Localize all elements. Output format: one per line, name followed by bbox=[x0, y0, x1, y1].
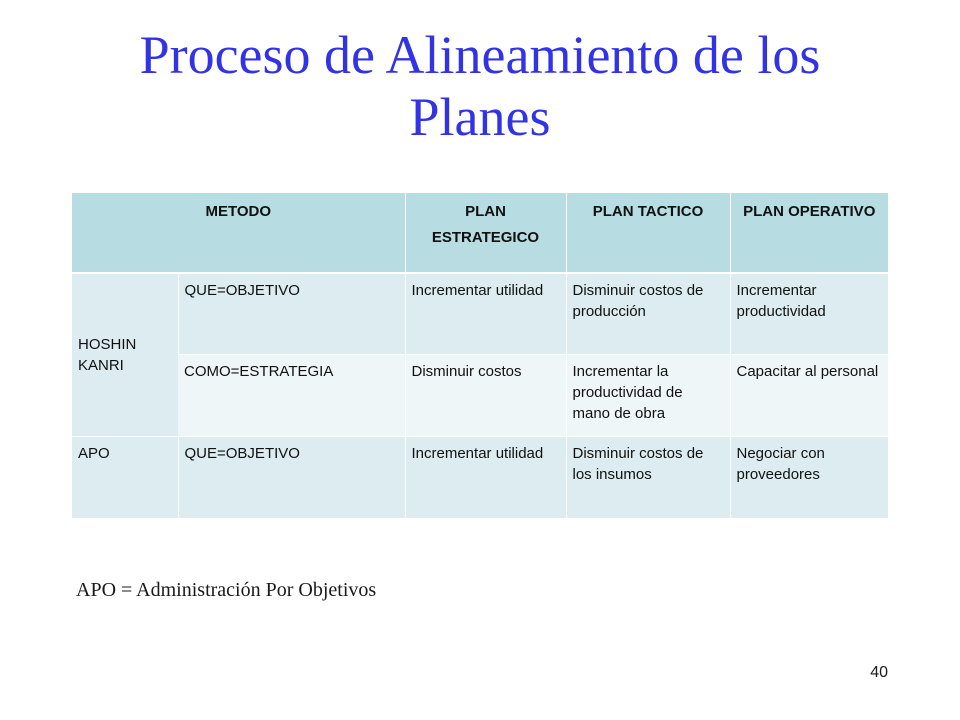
strategic-cell: Incrementar utilidad bbox=[405, 436, 566, 518]
header-operational-plan: PLAN OPERATIVO bbox=[730, 193, 888, 273]
operational-cell: Negociar con proveedores bbox=[730, 436, 888, 518]
table-row bbox=[72, 436, 888, 518]
operational-cell: Incrementar productividad bbox=[730, 273, 888, 354]
plans-table bbox=[72, 193, 888, 518]
type-cell: QUE=OBJETIVO bbox=[178, 436, 405, 518]
slide-title bbox=[0, 24, 960, 148]
table-header-row bbox=[72, 193, 888, 273]
slide-title-line-1: Proceso de Alineamiento de los bbox=[139, 25, 821, 85]
slide-title-line-2: Planes bbox=[409, 87, 551, 147]
type-cell: QUE=OBJETIVO bbox=[178, 273, 405, 354]
header-tactical-plan: PLAN TACTICO bbox=[566, 193, 730, 273]
header-method: METODO bbox=[72, 193, 405, 273]
type-cell: COMO=ESTRATEGIA bbox=[178, 354, 405, 436]
method-cell-apo: APO bbox=[72, 436, 178, 518]
operational-cell: Capacitar al personal bbox=[730, 354, 888, 436]
strategic-cell: Incrementar utilidad bbox=[405, 273, 566, 354]
method-cell-hoshin-kanri: HOSHIN KANRI bbox=[72, 273, 178, 436]
page-number: 40 bbox=[870, 664, 888, 681]
tactical-cell: Disminuir costos de producción bbox=[566, 273, 730, 354]
strategic-cell: Disminuir costos bbox=[405, 354, 566, 436]
header-strategic-plan: PLAN ESTRATEGICO bbox=[405, 193, 566, 273]
footnote: APO = Administración Por Objetivos bbox=[76, 579, 377, 601]
tactical-cell: Incrementar la productividad de mano de obra bbox=[566, 354, 730, 436]
table-row bbox=[72, 273, 888, 354]
table-row bbox=[72, 354, 888, 436]
tactical-cell: Disminuir costos de los insumos bbox=[566, 436, 730, 518]
